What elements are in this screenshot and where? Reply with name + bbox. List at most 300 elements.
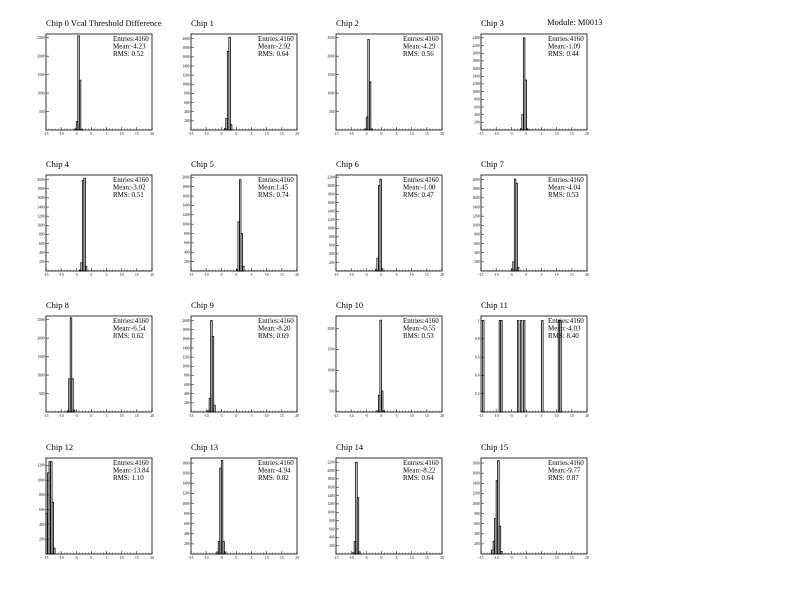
x-tick-label: 5: [105, 556, 108, 560]
y-tick-label: 400: [329, 535, 335, 540]
histogram-bin: [380, 179, 382, 271]
x-tick-label: -10: [58, 414, 64, 418]
x-tick-label: 0: [525, 273, 528, 277]
y-tick-label: 1000: [327, 368, 335, 373]
histogram-bin: [214, 405, 216, 412]
histogram-bin: [357, 498, 359, 554]
x-tick-label: -5: [74, 556, 78, 560]
x-tick-label: -5: [364, 414, 368, 418]
y-tick-label: 1800: [327, 477, 335, 482]
y-tick-label: 2000: [182, 318, 190, 323]
stat-mean: Mean:1.45: [258, 183, 289, 192]
y-tick-label: 2000: [327, 183, 335, 188]
stat-rms: RMS: 0.56: [403, 50, 434, 58]
chart-title: Chip 14: [336, 442, 364, 452]
stat-mean: Mean:-1.09: [548, 42, 581, 51]
y-tick-label: 400: [474, 112, 480, 117]
x-tick-label: 15: [425, 273, 429, 277]
x-tick-label: 0: [90, 414, 93, 418]
x-tick-label: -5: [364, 132, 368, 136]
chart-panel: [37, 18, 162, 136]
chart-title: Chip 7: [481, 159, 504, 169]
y-tick-label: 400: [474, 532, 480, 537]
y-tick-label: 400: [39, 522, 45, 527]
histogram-bin: [516, 183, 518, 271]
stat-rms: RMS: 8.40: [548, 332, 579, 340]
module-label: Module: M0013: [547, 17, 603, 27]
y-tick-label: 1800: [182, 328, 190, 333]
stat-entries: Entries:4160: [403, 459, 439, 467]
y-tick-label: 500: [39, 109, 45, 114]
y-tick-label: 1000: [182, 82, 190, 87]
y-tick-label: 1400: [182, 64, 190, 69]
y-tick-label: 400: [39, 251, 45, 256]
x-tick-label: 10: [264, 556, 269, 560]
y-tick-label: 1400: [472, 481, 480, 486]
y-tick-label: 2200: [327, 460, 335, 465]
chart-title: Chip 11: [481, 300, 508, 310]
histogram-bin: [212, 337, 214, 412]
y-tick-label: 1600: [472, 196, 480, 201]
x-tick-label: 20: [585, 273, 589, 277]
y-tick-label: 600: [329, 527, 335, 532]
y-tick-label: 800: [329, 518, 335, 523]
x-tick-label: 5: [540, 414, 543, 418]
x-tick-label: -15: [43, 273, 49, 277]
x-tick-label: -5: [219, 556, 223, 560]
y-tick-label: 1400: [472, 205, 480, 210]
y-tick-label: 1500: [327, 347, 335, 352]
x-tick-label: 15: [425, 556, 429, 560]
y-tick-label: 1400: [182, 346, 190, 351]
x-tick-label: 20: [440, 273, 444, 277]
x-tick-label: -10: [348, 132, 354, 136]
chart-title: Chip 15: [481, 442, 509, 452]
histogram-bin: [520, 321, 522, 412]
y-tick-label: 1400: [182, 481, 190, 486]
y-tick-label: 2000: [37, 54, 45, 59]
histogram-bin: [525, 80, 527, 130]
x-tick-label: 5: [105, 414, 108, 418]
histogram-bin: [371, 129, 373, 130]
x-tick-label: 0: [235, 132, 238, 136]
chart-panel: [327, 159, 444, 277]
y-tick-label: 1000: [472, 501, 480, 506]
x-tick-label: 5: [395, 556, 398, 560]
y-tick-label: 200: [184, 259, 190, 264]
x-tick-label: 20: [440, 556, 444, 560]
stat-entries: Entries:4160: [403, 35, 439, 43]
chart-title: Chip 2: [336, 18, 359, 28]
y-tick-label: 800: [474, 511, 480, 516]
histogram-bin: [483, 321, 485, 412]
x-tick-label: 5: [395, 273, 398, 277]
y-tick-label: 0.2: [475, 392, 480, 397]
y-tick-label: 2000: [472, 51, 480, 56]
x-tick-label: 15: [280, 556, 284, 560]
x-tick-label: -15: [43, 132, 49, 136]
y-tick-label: 1600: [327, 201, 335, 206]
y-tick-label: 1000: [37, 91, 45, 96]
x-tick-label: -10: [493, 414, 499, 418]
y-tick-label: 1400: [327, 209, 335, 214]
histogram-bin: [73, 410, 75, 412]
chart-panel: [182, 159, 299, 277]
chart-title: Chip 13: [191, 442, 219, 452]
x-tick-label: -15: [188, 132, 194, 136]
y-tick-label: 200: [329, 260, 335, 265]
chart-title: Chip 0 Vcal Threshold Difference: [46, 18, 162, 28]
histogram-bin: [501, 551, 503, 554]
stat-rms: RMS: 0.52: [113, 50, 144, 58]
stat-mean: Mean:-3.02: [113, 183, 146, 192]
y-tick-label: 1600: [182, 55, 190, 60]
x-tick-label: 0: [235, 414, 238, 418]
stat-rms: RMS: 0.47: [403, 191, 434, 199]
x-tick-label: 0: [90, 556, 93, 560]
chart-panel: [182, 300, 299, 418]
y-tick-label: 1000: [327, 91, 335, 96]
histogram-bin: [52, 502, 54, 554]
x-tick-label: 5: [250, 132, 253, 136]
stat-entries: Entries:4160: [258, 35, 294, 43]
x-tick-label: -10: [203, 132, 209, 136]
y-tick-label: 800: [184, 511, 190, 516]
y-tick-label: 200: [184, 401, 190, 406]
histogram-bin: [221, 461, 223, 554]
chart-title: Chip 1: [191, 18, 214, 28]
x-tick-label: -10: [58, 132, 64, 136]
y-tick-label: 1200: [182, 73, 190, 78]
chart-panel: [472, 442, 589, 560]
y-tick-label: 600: [474, 521, 480, 526]
x-tick-label: -15: [333, 132, 339, 136]
x-tick-label: -5: [219, 273, 223, 277]
x-tick-label: 20: [295, 556, 299, 560]
x-tick-label: 15: [135, 132, 139, 136]
x-tick-label: 5: [105, 132, 108, 136]
x-tick-label: 15: [570, 273, 574, 277]
x-tick-label: 20: [150, 556, 154, 560]
x-tick-label: -15: [43, 414, 49, 418]
stat-mean: Mean:-6.54: [113, 324, 146, 333]
y-tick-label: 1500: [327, 72, 335, 77]
chart-title: Chip 4: [46, 159, 69, 169]
x-tick-label: 5: [250, 414, 253, 418]
x-tick-label: 20: [150, 414, 154, 418]
stat-rms: RMS: 0.44: [548, 50, 579, 58]
y-tick-label: 600: [184, 241, 190, 246]
y-tick-label: 2000: [182, 36, 190, 41]
x-tick-label: 10: [554, 273, 559, 277]
histogram-bin: [72, 379, 74, 412]
stat-mean: Mean:-4.94: [258, 466, 291, 475]
histogram-bin: [381, 269, 383, 271]
y-tick-label: 1600: [472, 471, 480, 476]
y-tick-label: 800: [184, 373, 190, 378]
stat-entries: Entries:4160: [403, 176, 439, 184]
x-tick-label: 0: [525, 132, 528, 136]
x-tick-label: 5: [105, 273, 108, 277]
x-tick-label: 10: [409, 273, 414, 277]
x-tick-label: 20: [295, 273, 299, 277]
x-tick-label: 20: [585, 414, 589, 418]
y-tick-label: 200: [184, 119, 190, 124]
chart-panel: [472, 159, 589, 277]
y-tick-label: 200: [329, 543, 335, 548]
x-tick-label: 20: [585, 132, 589, 136]
x-tick-label: 0: [90, 273, 93, 277]
x-tick-label: 5: [540, 556, 543, 560]
stat-mean: Mean:-0.55: [403, 324, 436, 333]
x-tick-label: 0: [380, 556, 383, 560]
histogram-bin: [81, 129, 83, 130]
x-tick-label: 5: [540, 273, 543, 277]
x-tick-label: -5: [509, 273, 513, 277]
y-tick-label: 1800: [182, 46, 190, 51]
histogram-bin: [229, 37, 231, 130]
stat-entries: Entries:4160: [113, 459, 149, 467]
stat-mean: Mean:-4.04: [548, 183, 581, 192]
y-tick-label: 1200: [472, 82, 480, 87]
y-tick-label: 1000: [182, 501, 190, 506]
chart-panel: [37, 442, 154, 560]
stat-entries: Entries:4160: [548, 317, 584, 325]
stat-rms: RMS: 0.64: [403, 474, 434, 482]
stat-mean: Mean:-9.77: [548, 466, 581, 475]
chart-panel: [37, 159, 154, 277]
x-tick-label: 20: [295, 132, 299, 136]
y-tick-label: 500: [39, 391, 45, 396]
x-tick-label: -15: [333, 273, 339, 277]
y-tick-label: 1600: [182, 337, 190, 342]
stat-mean: Mean:-4.03: [548, 324, 581, 333]
histogram-bin: [523, 321, 525, 412]
stat-entries: Entries:4160: [258, 317, 294, 325]
stat-mean: Mean:-4.29: [403, 42, 436, 51]
x-tick-label: 0: [380, 132, 383, 136]
x-tick-label: 20: [585, 556, 589, 560]
y-tick-label: 2500: [37, 317, 45, 322]
x-tick-label: 10: [119, 414, 124, 418]
y-tick-label: 600: [474, 105, 480, 110]
chart-panel: [327, 18, 444, 136]
y-tick-label: 2200: [327, 175, 335, 180]
histogram-bin: [383, 411, 385, 412]
x-tick-label: -5: [219, 414, 223, 418]
x-tick-label: 10: [409, 414, 414, 418]
y-tick-label: 1500: [37, 72, 45, 77]
stat-mean: Mean:-8.22: [403, 466, 436, 475]
y-tick-label: 1: [477, 318, 480, 323]
x-tick-label: -10: [203, 414, 209, 418]
x-tick-label: 10: [119, 273, 124, 277]
stat-rms: RMS: 0.74: [258, 191, 289, 199]
chart-panel: [472, 18, 589, 136]
x-tick-label: -15: [188, 556, 194, 560]
y-tick-label: 1600: [472, 66, 480, 71]
y-tick-label: 1200: [472, 214, 480, 219]
chart-panel: [327, 300, 444, 418]
y-tick-label: 1600: [37, 196, 45, 201]
y-tick-label: 800: [39, 493, 45, 498]
chart-panel: [182, 18, 299, 136]
x-tick-label: 10: [119, 132, 124, 136]
x-tick-label: -15: [43, 556, 49, 560]
stat-entries: Entries:4160: [258, 176, 294, 184]
y-tick-label: 1200: [327, 502, 335, 507]
chart-panel: [182, 442, 299, 560]
x-tick-label: 5: [250, 273, 253, 277]
stat-entries: Entries:4160: [548, 459, 584, 467]
x-tick-label: -5: [509, 556, 513, 560]
y-tick-label: 2000: [37, 336, 45, 341]
y-tick-label: 600: [39, 241, 45, 246]
y-tick-label: 1200: [472, 491, 480, 496]
stat-rms: RMS: 0.64: [258, 50, 289, 58]
x-tick-label: 10: [264, 132, 269, 136]
x-tick-label: -15: [333, 414, 339, 418]
x-tick-label: -10: [203, 556, 209, 560]
x-tick-label: -10: [348, 273, 354, 277]
y-tick-label: 500: [329, 109, 335, 114]
y-tick-label: 400: [184, 532, 190, 537]
y-tick-label: 1000: [472, 223, 480, 228]
y-tick-label: 1800: [327, 192, 335, 197]
x-tick-label: 10: [554, 132, 559, 136]
chart-title: Chip 6: [336, 159, 359, 169]
histogram-bin: [369, 82, 371, 130]
x-tick-label: -5: [364, 273, 368, 277]
stat-rms: RMS: 0.62: [113, 332, 144, 340]
x-tick-label: 15: [135, 556, 139, 560]
y-tick-label: 400: [474, 251, 480, 256]
stat-entries: Entries:4160: [548, 35, 584, 43]
y-tick-label: 1400: [472, 74, 480, 79]
y-tick-label: 400: [184, 250, 190, 255]
x-tick-label: -15: [478, 132, 484, 136]
y-tick-label: 1800: [182, 185, 190, 190]
x-tick-label: 20: [150, 273, 154, 277]
y-tick-label: 2000: [327, 468, 335, 473]
stat-rms: RMS: 0.53: [403, 332, 434, 340]
y-tick-label: 200: [39, 537, 45, 542]
y-tick-label: 1000: [327, 226, 335, 231]
stat-mean: Mean:-1.00: [403, 183, 436, 192]
y-tick-label: 0.4: [475, 373, 480, 378]
x-tick-label: -15: [478, 414, 484, 418]
x-tick-label: -10: [493, 556, 499, 560]
x-tick-label: 5: [250, 556, 253, 560]
y-tick-label: 800: [474, 232, 480, 237]
y-tick-label: 2000: [327, 54, 335, 59]
stat-entries: Entries:4160: [113, 35, 149, 43]
stat-mean: Mean:-2.92: [258, 42, 291, 51]
x-tick-label: 15: [280, 132, 284, 136]
chart-title: Chip 5: [191, 159, 214, 169]
histogram-bin: [224, 552, 226, 554]
x-tick-label: -10: [348, 414, 354, 418]
stat-rms: RMS: 0.87: [548, 474, 579, 482]
y-tick-label: 800: [474, 97, 480, 102]
stat-rms: RMS: 0.53: [548, 191, 579, 199]
y-tick-label: 2400: [472, 36, 480, 41]
y-tick-label: 1200: [182, 491, 190, 496]
y-tick-label: 2500: [327, 35, 335, 40]
x-tick-label: 10: [409, 556, 414, 560]
chart-panel: [327, 442, 444, 560]
stat-rms: RMS: 0.69: [258, 332, 289, 340]
y-tick-label: 1200: [37, 463, 45, 468]
x-tick-label: 5: [395, 132, 398, 136]
histogram-bin: [242, 266, 244, 271]
y-tick-label: 600: [329, 243, 335, 248]
x-tick-label: 15: [280, 414, 284, 418]
histogram-bin: [241, 234, 243, 271]
x-tick-label: -15: [478, 273, 484, 277]
stat-rms: RMS: 0.82: [258, 474, 289, 482]
y-tick-label: 0.6: [475, 355, 480, 360]
y-tick-label: 1000: [37, 373, 45, 378]
x-tick-label: 10: [264, 414, 269, 418]
x-tick-label: 0: [525, 414, 528, 418]
histogram-bin: [79, 80, 81, 130]
x-tick-label: 20: [440, 414, 444, 418]
x-tick-label: -15: [333, 556, 339, 560]
x-tick-label: 15: [570, 556, 574, 560]
y-tick-label: 200: [474, 260, 480, 265]
chart-title: Chip 8: [46, 300, 69, 310]
y-tick-label: 1800: [182, 461, 190, 466]
stat-mean: Mean:-8.20: [258, 324, 291, 333]
x-tick-label: 0: [235, 556, 238, 560]
x-tick-label: 10: [119, 556, 124, 560]
histogram-bin: [499, 526, 501, 554]
x-tick-label: -10: [58, 273, 64, 277]
y-tick-label: 1600: [182, 194, 190, 199]
x-tick-label: -5: [509, 414, 513, 418]
y-tick-label: 800: [184, 231, 190, 236]
y-tick-label: 200: [184, 542, 190, 547]
histogram-bin: [381, 391, 383, 412]
y-tick-label: 1200: [182, 355, 190, 360]
y-tick-label: 2000: [37, 177, 45, 182]
chart-panel: [475, 300, 589, 418]
y-tick-label: 1800: [37, 187, 45, 192]
x-tick-label: 15: [280, 273, 284, 277]
x-tick-label: 15: [570, 132, 574, 136]
x-tick-label: 20: [150, 132, 154, 136]
y-tick-label: 1400: [327, 493, 335, 498]
histogram-bin: [54, 548, 56, 554]
x-tick-label: 10: [554, 414, 559, 418]
histogram-bin: [84, 178, 86, 271]
y-tick-label: 2000: [327, 326, 335, 331]
y-tick-label: 600: [184, 382, 190, 387]
y-tick-label: 1000: [327, 510, 335, 515]
y-tick-label: 600: [39, 507, 45, 512]
y-tick-label: 1400: [37, 205, 45, 210]
chart-panel: [37, 300, 154, 418]
y-tick-label: 2000: [472, 177, 480, 182]
y-tick-label: 600: [474, 241, 480, 246]
histogram-bin: [517, 321, 519, 412]
chart-title: Chip 12: [46, 442, 74, 452]
x-tick-label: -5: [74, 273, 78, 277]
x-tick-label: -5: [509, 132, 513, 136]
y-tick-label: 1800: [472, 59, 480, 64]
y-tick-label: 2200: [472, 43, 480, 48]
